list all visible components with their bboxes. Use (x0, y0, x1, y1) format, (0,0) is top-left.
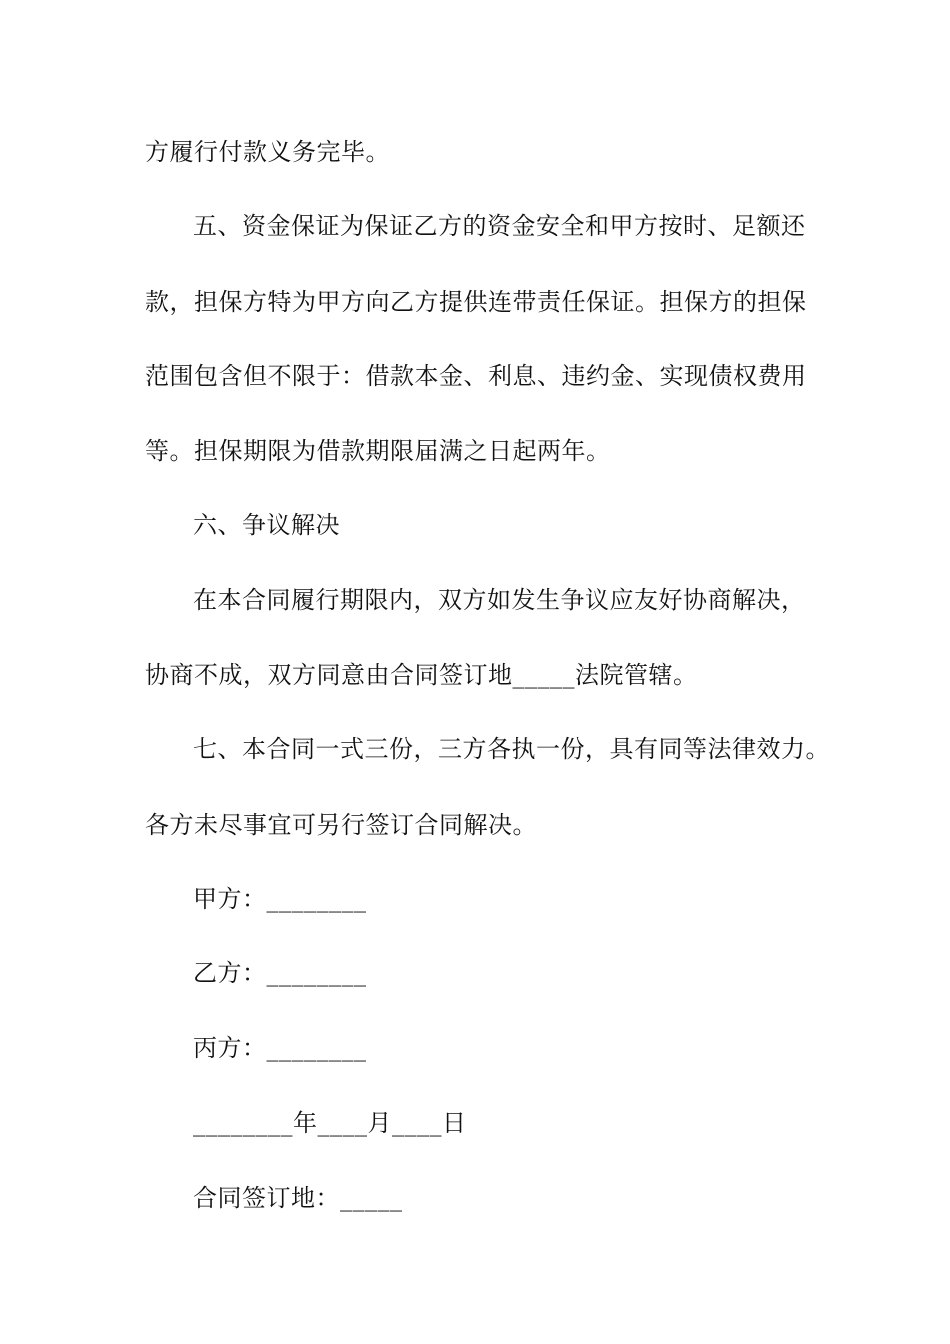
party-c-signature-line: 丙方：________ (193, 1034, 367, 1062)
party-a-signature-line: 甲方：________ (193, 885, 367, 913)
paragraph-line: 协商不成，双方同意由合同签订地_____法院管辖。 (145, 661, 698, 689)
paragraph-line: 各方未尽事宜可另行签订合同解决。 (145, 811, 537, 839)
clause-six-heading: 六、争议解决 (193, 511, 340, 539)
clause-five-heading-line: 五、资金保证为保证乙方的资金安全和甲方按时、足额还 (193, 212, 806, 240)
paragraph-line: 在本合同履行期限内，双方如发生争议应友好协商解决， (193, 586, 806, 614)
paragraph-line: 款，担保方特为甲方向乙方提供连带责任保证。担保方的担保 (145, 288, 807, 316)
paragraph-line: 方履行付款义务完毕。 (145, 138, 390, 166)
party-b-signature-line: 乙方：________ (193, 959, 367, 987)
paragraph-line: 等。担保期限为借款期限届满之日起两年。 (145, 437, 611, 465)
clause-seven-line: 七、本合同一式三份，三方各执一份，具有同等法律效力。 (193, 735, 830, 763)
date-line: ________年____月____日 (193, 1109, 467, 1137)
signing-place-line: 合同签订地：_____ (193, 1184, 403, 1212)
paragraph-line: 范围包含但不限于：借款本金、利息、违约金、实现债权费用 (145, 362, 807, 390)
